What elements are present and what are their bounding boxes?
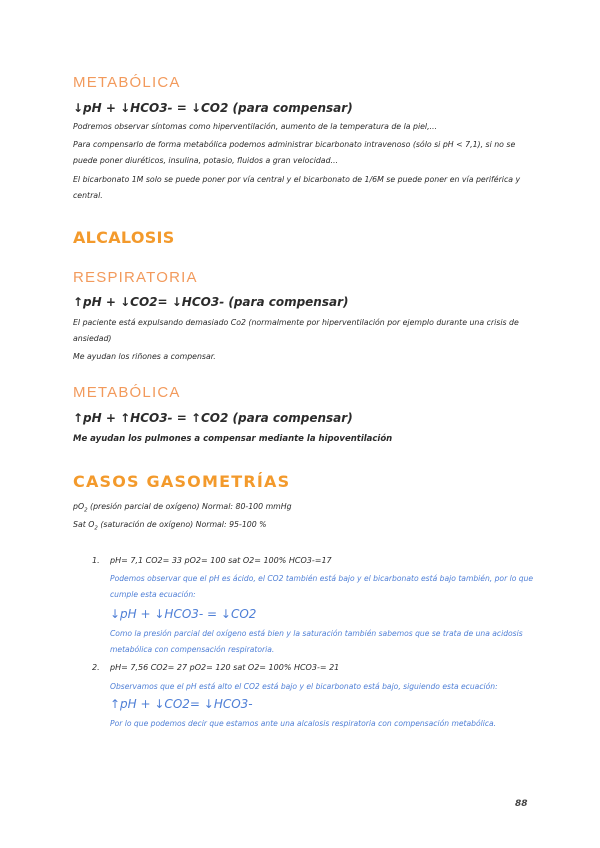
reference-sat bbox=[73, 517, 533, 537]
section-heading-metabolica-alcalosis: METABÓLICA bbox=[73, 384, 181, 401]
case-number: 1. bbox=[92, 556, 100, 565]
case-conclusion: Como la presión parcial del oxígeno está bien y la saturación también sabemos que se trata de una acidosis metabólica con compensación respiratoria. bbox=[110, 629, 523, 654]
ref-sat-text: (saturación de oxígeno) Normal: 95-100 % bbox=[97, 520, 267, 529]
case-explanation: Podemos observar que el pH es ácido, el CO2 también está bajo y el bicarbonato está bajo también, por lo que cumple esta ecuación: bbox=[110, 574, 534, 599]
paragraph: Podremos observar síntomas como hiperventilación, aumento de la temperatura de la piel,... bbox=[73, 122, 437, 131]
ref-po2-subscript: 2 bbox=[84, 507, 88, 514]
case-number: 2. bbox=[92, 663, 100, 672]
ref-sat-subscript: 2 bbox=[94, 525, 98, 532]
section-title-casos: CASOS GASOMETRÍAS bbox=[73, 472, 291, 491]
paragraph: El bicarbonato 1M solo se puede poner por vía central y el bicarbonato de 1/6M se puede poner en vía periférica y central. bbox=[73, 175, 521, 200]
equation-respiratory-alkalosis: ↑pH + ↓CO2= ↓HCO3- (para compensar) bbox=[73, 295, 349, 309]
paragraph: Me ayudan los riñones a compensar. bbox=[73, 352, 216, 361]
case-values: pH= 7,56 CO2= 27 pO2= 120 sat O2= 100% HCO3-= 21 bbox=[110, 663, 340, 672]
paragraph: Para compensarlo de forma metabólica podemos administrar bicarbonato intravenoso (sólo si pH < 7,1), si no se puede poner diuréticos, insulina, potasio, fluidos a gran velocidad... bbox=[73, 140, 516, 165]
case-explanation: Observamos que el pH está alto el CO2 está bajo y el bicarbonato está bajo, siguiendo esta ecuación: bbox=[110, 682, 498, 691]
page-number: 88 bbox=[515, 799, 528, 809]
case-equation: ↑pH + ↓CO2= ↓HCO3- bbox=[110, 697, 253, 711]
section-heading-metabolica: METABÓLICA bbox=[73, 74, 181, 91]
paragraph: El paciente está expulsando demasiado Co2 (normalmente por hiperventilación por ejemplo durante una crisis de ansiedad) bbox=[73, 318, 519, 343]
section-heading-respiratoria: RESPIRATORIA bbox=[73, 269, 198, 286]
case-conclusion: Por lo que podemos decir que estamos ante una alcalosis respiratoria con compensación metabólica. bbox=[110, 719, 497, 728]
equation-metabolic-acidosis: ↓pH + ↓HCO3- = ↓CO2 (para compensar) bbox=[73, 101, 353, 115]
reference-po2 bbox=[73, 499, 533, 519]
equation-metabolic-alkalosis: ↑pH + ↑HCO3- = ↑CO2 (para compensar) bbox=[73, 411, 353, 425]
ref-sat-label: Sat O bbox=[73, 520, 95, 529]
ref-po2-label: pO bbox=[73, 502, 85, 511]
case-values: pH= 7,1 CO2= 33 pO2= 100 sat O2= 100% HCO3-=17 bbox=[110, 556, 332, 565]
ref-po2-text: (presión parcial de oxígeno) Normal: 80-100 mmHg bbox=[87, 502, 292, 511]
section-title-alcalosis: ALCALOSIS bbox=[73, 228, 175, 247]
paragraph: Me ayudan los pulmones a compensar mediante la hipoventilación bbox=[73, 434, 393, 444]
case-equation: ↓pH + ↓HCO3- = ↓CO2 bbox=[110, 607, 257, 621]
